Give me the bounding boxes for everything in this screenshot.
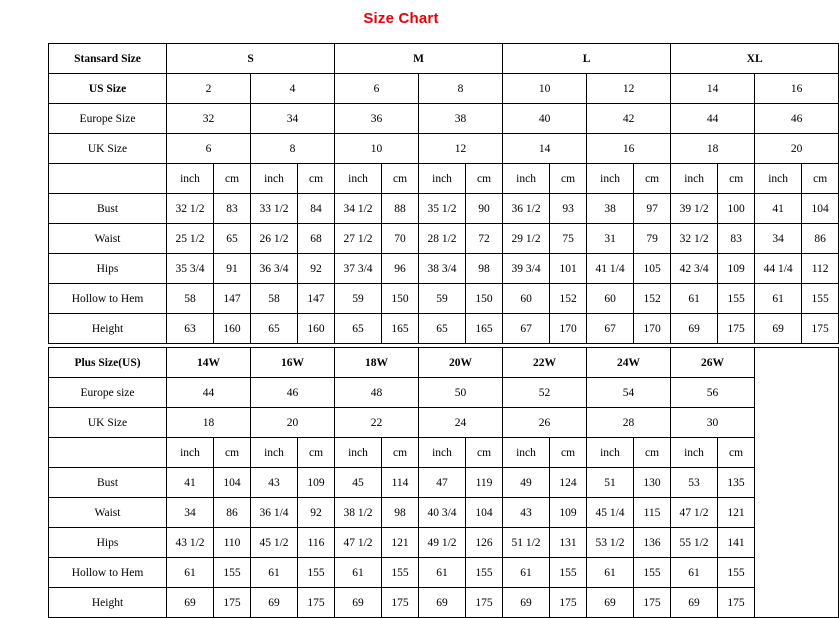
unit-cell: cm [214, 164, 251, 194]
table-row [49, 104, 839, 134]
unit-cell: cm [718, 438, 755, 468]
row-label-uk-size: UK Size [49, 408, 167, 438]
cell: 43 1/2 [167, 528, 214, 558]
size-group-xl: XL [671, 44, 839, 74]
cell: 10 [503, 74, 587, 104]
size-group-m: M [335, 44, 503, 74]
unit-cell: inch [335, 438, 382, 468]
cell: 175 [466, 588, 503, 618]
cell: 48 [335, 378, 419, 408]
unit-cell: inch [251, 164, 298, 194]
unit-cell: inch [251, 438, 298, 468]
unit-cell: inch [167, 438, 214, 468]
unit-cell: inch [755, 164, 802, 194]
table-row-header [49, 348, 839, 378]
table-row [49, 468, 839, 498]
cell: 29 1/2 [503, 224, 550, 254]
cell: 60 [503, 284, 550, 314]
unit-cell: cm [466, 164, 503, 194]
cell: 121 [382, 528, 419, 558]
cell: 34 [167, 498, 214, 528]
size-group-26w: 26W [671, 348, 755, 378]
cell: 38 [587, 194, 634, 224]
cell: 41 [755, 194, 802, 224]
unit-cell: inch [167, 164, 214, 194]
cell: 32 [167, 104, 251, 134]
unit-cell: inch [587, 438, 634, 468]
unit-cell: inch [587, 164, 634, 194]
unit-cell: cm [802, 164, 839, 194]
cell: 79 [634, 224, 671, 254]
cell: 46 [755, 104, 839, 134]
cell: 175 [550, 588, 587, 618]
unit-cell: cm [382, 164, 419, 194]
unit-cell: cm [214, 438, 251, 468]
row-label-europe-size: Europe size [49, 378, 167, 408]
cell: 45 [335, 468, 382, 498]
cell: 34 1/2 [335, 194, 382, 224]
empty-cell [755, 348, 839, 618]
unit-cell: cm [634, 438, 671, 468]
cell: 155 [718, 284, 755, 314]
cell: 112 [802, 254, 839, 284]
size-group-24w: 24W [587, 348, 671, 378]
cell: 40 3/4 [419, 498, 466, 528]
cell: 175 [718, 588, 755, 618]
cell: 155 [634, 558, 671, 588]
cell: 38 [419, 104, 503, 134]
cell: 126 [466, 528, 503, 558]
cell: 84 [298, 194, 335, 224]
cell: 83 [214, 194, 251, 224]
cell: 34 [251, 104, 335, 134]
cell: 69 [671, 588, 718, 618]
cell: 50 [419, 378, 503, 408]
cell: 20 [251, 408, 335, 438]
unit-cell: cm [298, 164, 335, 194]
cell: 45 1/2 [251, 528, 298, 558]
cell: 36 1/4 [251, 498, 298, 528]
cell: 155 [214, 558, 251, 588]
cell: 59 [335, 284, 382, 314]
unit-cell: cm [382, 438, 419, 468]
table-row [49, 528, 839, 558]
size-group-22w: 22W [503, 348, 587, 378]
cell: 175 [382, 588, 419, 618]
plus-size-header-label: Plus Size(US) [49, 348, 167, 378]
cell: 42 [587, 104, 671, 134]
table-row [49, 284, 839, 314]
cell: 150 [466, 284, 503, 314]
row-label-europe-size: Europe Size [49, 104, 167, 134]
row-label-waist: Waist [49, 224, 167, 254]
row-label-height: Height [49, 588, 167, 618]
cell: 69 [587, 588, 634, 618]
row-label-hips: Hips [49, 528, 167, 558]
cell: 98 [466, 254, 503, 284]
cell: 43 [251, 468, 298, 498]
cell: 92 [298, 498, 335, 528]
table-row [49, 558, 839, 588]
cell: 69 [335, 588, 382, 618]
cell: 61 [419, 558, 466, 588]
cell: 92 [298, 254, 335, 284]
cell: 35 1/2 [419, 194, 466, 224]
unit-cell: cm [550, 164, 587, 194]
unit-cell: inch [503, 438, 550, 468]
cell: 96 [382, 254, 419, 284]
cell: 6 [335, 74, 419, 104]
cell: 165 [466, 314, 503, 344]
cell: 45 1/4 [587, 498, 634, 528]
size-group-l: L [503, 44, 671, 74]
cell: 44 [167, 378, 251, 408]
cell: 69 [251, 588, 298, 618]
cell: 155 [298, 558, 335, 588]
cell: 12 [587, 74, 671, 104]
cell: 130 [634, 468, 671, 498]
table-row [49, 194, 839, 224]
cell: 131 [550, 528, 587, 558]
size-group-18w: 18W [335, 348, 419, 378]
cell: 36 [335, 104, 419, 134]
cell: 34 [755, 224, 802, 254]
cell: 97 [634, 194, 671, 224]
cell: 61 [335, 558, 382, 588]
table-row [49, 224, 839, 254]
cell: 119 [466, 468, 503, 498]
cell: 175 [802, 314, 839, 344]
cell: 59 [419, 284, 466, 314]
cell: 61 [671, 558, 718, 588]
unit-row-label [49, 438, 167, 468]
cell: 109 [298, 468, 335, 498]
cell: 41 1/4 [587, 254, 634, 284]
unit-cell: cm [298, 438, 335, 468]
cell: 98 [382, 498, 419, 528]
cell: 32 1/2 [671, 224, 718, 254]
unit-cell: inch [671, 438, 718, 468]
table-row [49, 378, 839, 408]
table-row [49, 588, 839, 618]
cell: 170 [550, 314, 587, 344]
cell: 53 1/2 [587, 528, 634, 558]
row-label-height: Height [49, 314, 167, 344]
cell: 63 [167, 314, 214, 344]
cell: 75 [550, 224, 587, 254]
page-title: Size Chart [363, 10, 439, 27]
cell: 14 [671, 74, 755, 104]
cell: 160 [298, 314, 335, 344]
cell: 83 [718, 224, 755, 254]
cell: 109 [718, 254, 755, 284]
cell: 51 1/2 [503, 528, 550, 558]
cell: 152 [550, 284, 587, 314]
cell: 110 [214, 528, 251, 558]
cell: 109 [550, 498, 587, 528]
cell: 36 3/4 [251, 254, 298, 284]
cell: 2 [167, 74, 251, 104]
cell: 8 [251, 134, 335, 164]
cell: 49 1/2 [419, 528, 466, 558]
cell: 65 [419, 314, 466, 344]
unit-cell: inch [419, 164, 466, 194]
cell: 175 [634, 588, 671, 618]
cell: 88 [382, 194, 419, 224]
cell: 160 [214, 314, 251, 344]
unit-cell: inch [335, 164, 382, 194]
cell: 68 [298, 224, 335, 254]
table-row [49, 134, 839, 164]
cell: 155 [466, 558, 503, 588]
row-label-bust: Bust [49, 194, 167, 224]
cell: 69 [419, 588, 466, 618]
table-row-units [49, 438, 839, 468]
size-group-16w: 16W [251, 348, 335, 378]
cell: 67 [587, 314, 634, 344]
cell: 150 [382, 284, 419, 314]
unit-cell: cm [466, 438, 503, 468]
cell: 61 [587, 558, 634, 588]
cell: 39 1/2 [671, 194, 718, 224]
cell: 152 [634, 284, 671, 314]
cell: 32 1/2 [167, 194, 214, 224]
row-label-bust: Bust [49, 468, 167, 498]
size-group-14w: 14W [167, 348, 251, 378]
cell: 105 [634, 254, 671, 284]
standard-size-table [48, 43, 839, 344]
cell: 141 [718, 528, 755, 558]
unit-cell: inch [671, 164, 718, 194]
cell: 61 [503, 558, 550, 588]
cell: 41 [167, 468, 214, 498]
table-row [49, 408, 839, 438]
cell: 40 [503, 104, 587, 134]
row-label-uk-size: UK Size [49, 134, 167, 164]
cell: 135 [718, 468, 755, 498]
cell: 175 [298, 588, 335, 618]
cell: 43 [503, 498, 550, 528]
cell: 61 [671, 284, 718, 314]
cell: 69 [503, 588, 550, 618]
cell: 24 [419, 408, 503, 438]
cell: 104 [214, 468, 251, 498]
cell: 47 [419, 468, 466, 498]
cell: 38 3/4 [419, 254, 466, 284]
cell: 25 1/2 [167, 224, 214, 254]
table-row-units [49, 164, 839, 194]
cell: 60 [587, 284, 634, 314]
cell: 155 [718, 558, 755, 588]
cell: 26 [503, 408, 587, 438]
row-label-hips: Hips [49, 254, 167, 284]
cell: 70 [382, 224, 419, 254]
table-row-header [49, 44, 839, 74]
cell: 69 [671, 314, 718, 344]
cell: 104 [466, 498, 503, 528]
cell: 33 1/2 [251, 194, 298, 224]
cell: 38 1/2 [335, 498, 382, 528]
cell: 115 [634, 498, 671, 528]
cell: 44 [671, 104, 755, 134]
cell: 37 3/4 [335, 254, 382, 284]
cell: 14 [503, 134, 587, 164]
cell: 61 [251, 558, 298, 588]
cell: 124 [550, 468, 587, 498]
unit-row-label [49, 164, 167, 194]
cell: 28 1/2 [419, 224, 466, 254]
cell: 147 [214, 284, 251, 314]
cell: 69 [167, 588, 214, 618]
cell: 136 [634, 528, 671, 558]
size-group-s: S [167, 44, 335, 74]
cell: 53 [671, 468, 718, 498]
cell: 65 [214, 224, 251, 254]
table-row [49, 498, 839, 528]
table-row [49, 254, 839, 284]
cell: 116 [298, 528, 335, 558]
cell: 12 [419, 134, 503, 164]
table-row [49, 314, 839, 344]
cell: 101 [550, 254, 587, 284]
cell: 44 1/4 [755, 254, 802, 284]
cell: 67 [503, 314, 550, 344]
cell: 28 [587, 408, 671, 438]
cell: 56 [671, 378, 755, 408]
standard-size-header-label: Stansard Size [49, 44, 167, 74]
plus-size-table [48, 347, 839, 618]
row-label-hollow-to-hem: Hollow to Hem [49, 284, 167, 314]
cell: 155 [550, 558, 587, 588]
cell: 18 [671, 134, 755, 164]
cell: 6 [167, 134, 251, 164]
cell: 91 [214, 254, 251, 284]
cell: 22 [335, 408, 419, 438]
cell: 65 [335, 314, 382, 344]
cell: 175 [718, 314, 755, 344]
cell: 58 [167, 284, 214, 314]
cell: 104 [802, 194, 839, 224]
cell: 31 [587, 224, 634, 254]
cell: 114 [382, 468, 419, 498]
cell: 170 [634, 314, 671, 344]
cell: 54 [587, 378, 671, 408]
unit-cell: inch [503, 164, 550, 194]
cell: 16 [587, 134, 671, 164]
cell: 86 [802, 224, 839, 254]
cell: 93 [550, 194, 587, 224]
cell: 36 1/2 [503, 194, 550, 224]
cell: 58 [251, 284, 298, 314]
cell: 8 [419, 74, 503, 104]
cell: 72 [466, 224, 503, 254]
cell: 55 1/2 [671, 528, 718, 558]
cell: 16 [755, 74, 839, 104]
cell: 51 [587, 468, 634, 498]
row-label-us-size: US Size [49, 74, 167, 104]
cell: 155 [802, 284, 839, 314]
cell: 90 [466, 194, 503, 224]
cell: 61 [755, 284, 802, 314]
table-row [49, 74, 839, 104]
cell: 65 [251, 314, 298, 344]
cell: 42 3/4 [671, 254, 718, 284]
size-group-20w: 20W [419, 348, 503, 378]
cell: 30 [671, 408, 755, 438]
row-label-waist: Waist [49, 498, 167, 528]
cell: 10 [335, 134, 419, 164]
cell: 46 [251, 378, 335, 408]
cell: 147 [298, 284, 335, 314]
cell: 49 [503, 468, 550, 498]
cell: 39 3/4 [503, 254, 550, 284]
cell: 121 [718, 498, 755, 528]
cell: 20 [755, 134, 839, 164]
cell: 69 [755, 314, 802, 344]
unit-cell: cm [550, 438, 587, 468]
cell: 35 3/4 [167, 254, 214, 284]
cell: 47 1/2 [671, 498, 718, 528]
row-label-hollow-to-hem: Hollow to Hem [49, 558, 167, 588]
cell: 86 [214, 498, 251, 528]
cell: 27 1/2 [335, 224, 382, 254]
cell: 61 [167, 558, 214, 588]
unit-cell: inch [419, 438, 466, 468]
cell: 52 [503, 378, 587, 408]
cell: 4 [251, 74, 335, 104]
unit-cell: cm [718, 164, 755, 194]
cell: 165 [382, 314, 419, 344]
unit-cell: cm [634, 164, 671, 194]
cell: 100 [718, 194, 755, 224]
cell: 18 [167, 408, 251, 438]
cell: 47 1/2 [335, 528, 382, 558]
cell: 175 [214, 588, 251, 618]
cell: 26 1/2 [251, 224, 298, 254]
cell: 155 [382, 558, 419, 588]
